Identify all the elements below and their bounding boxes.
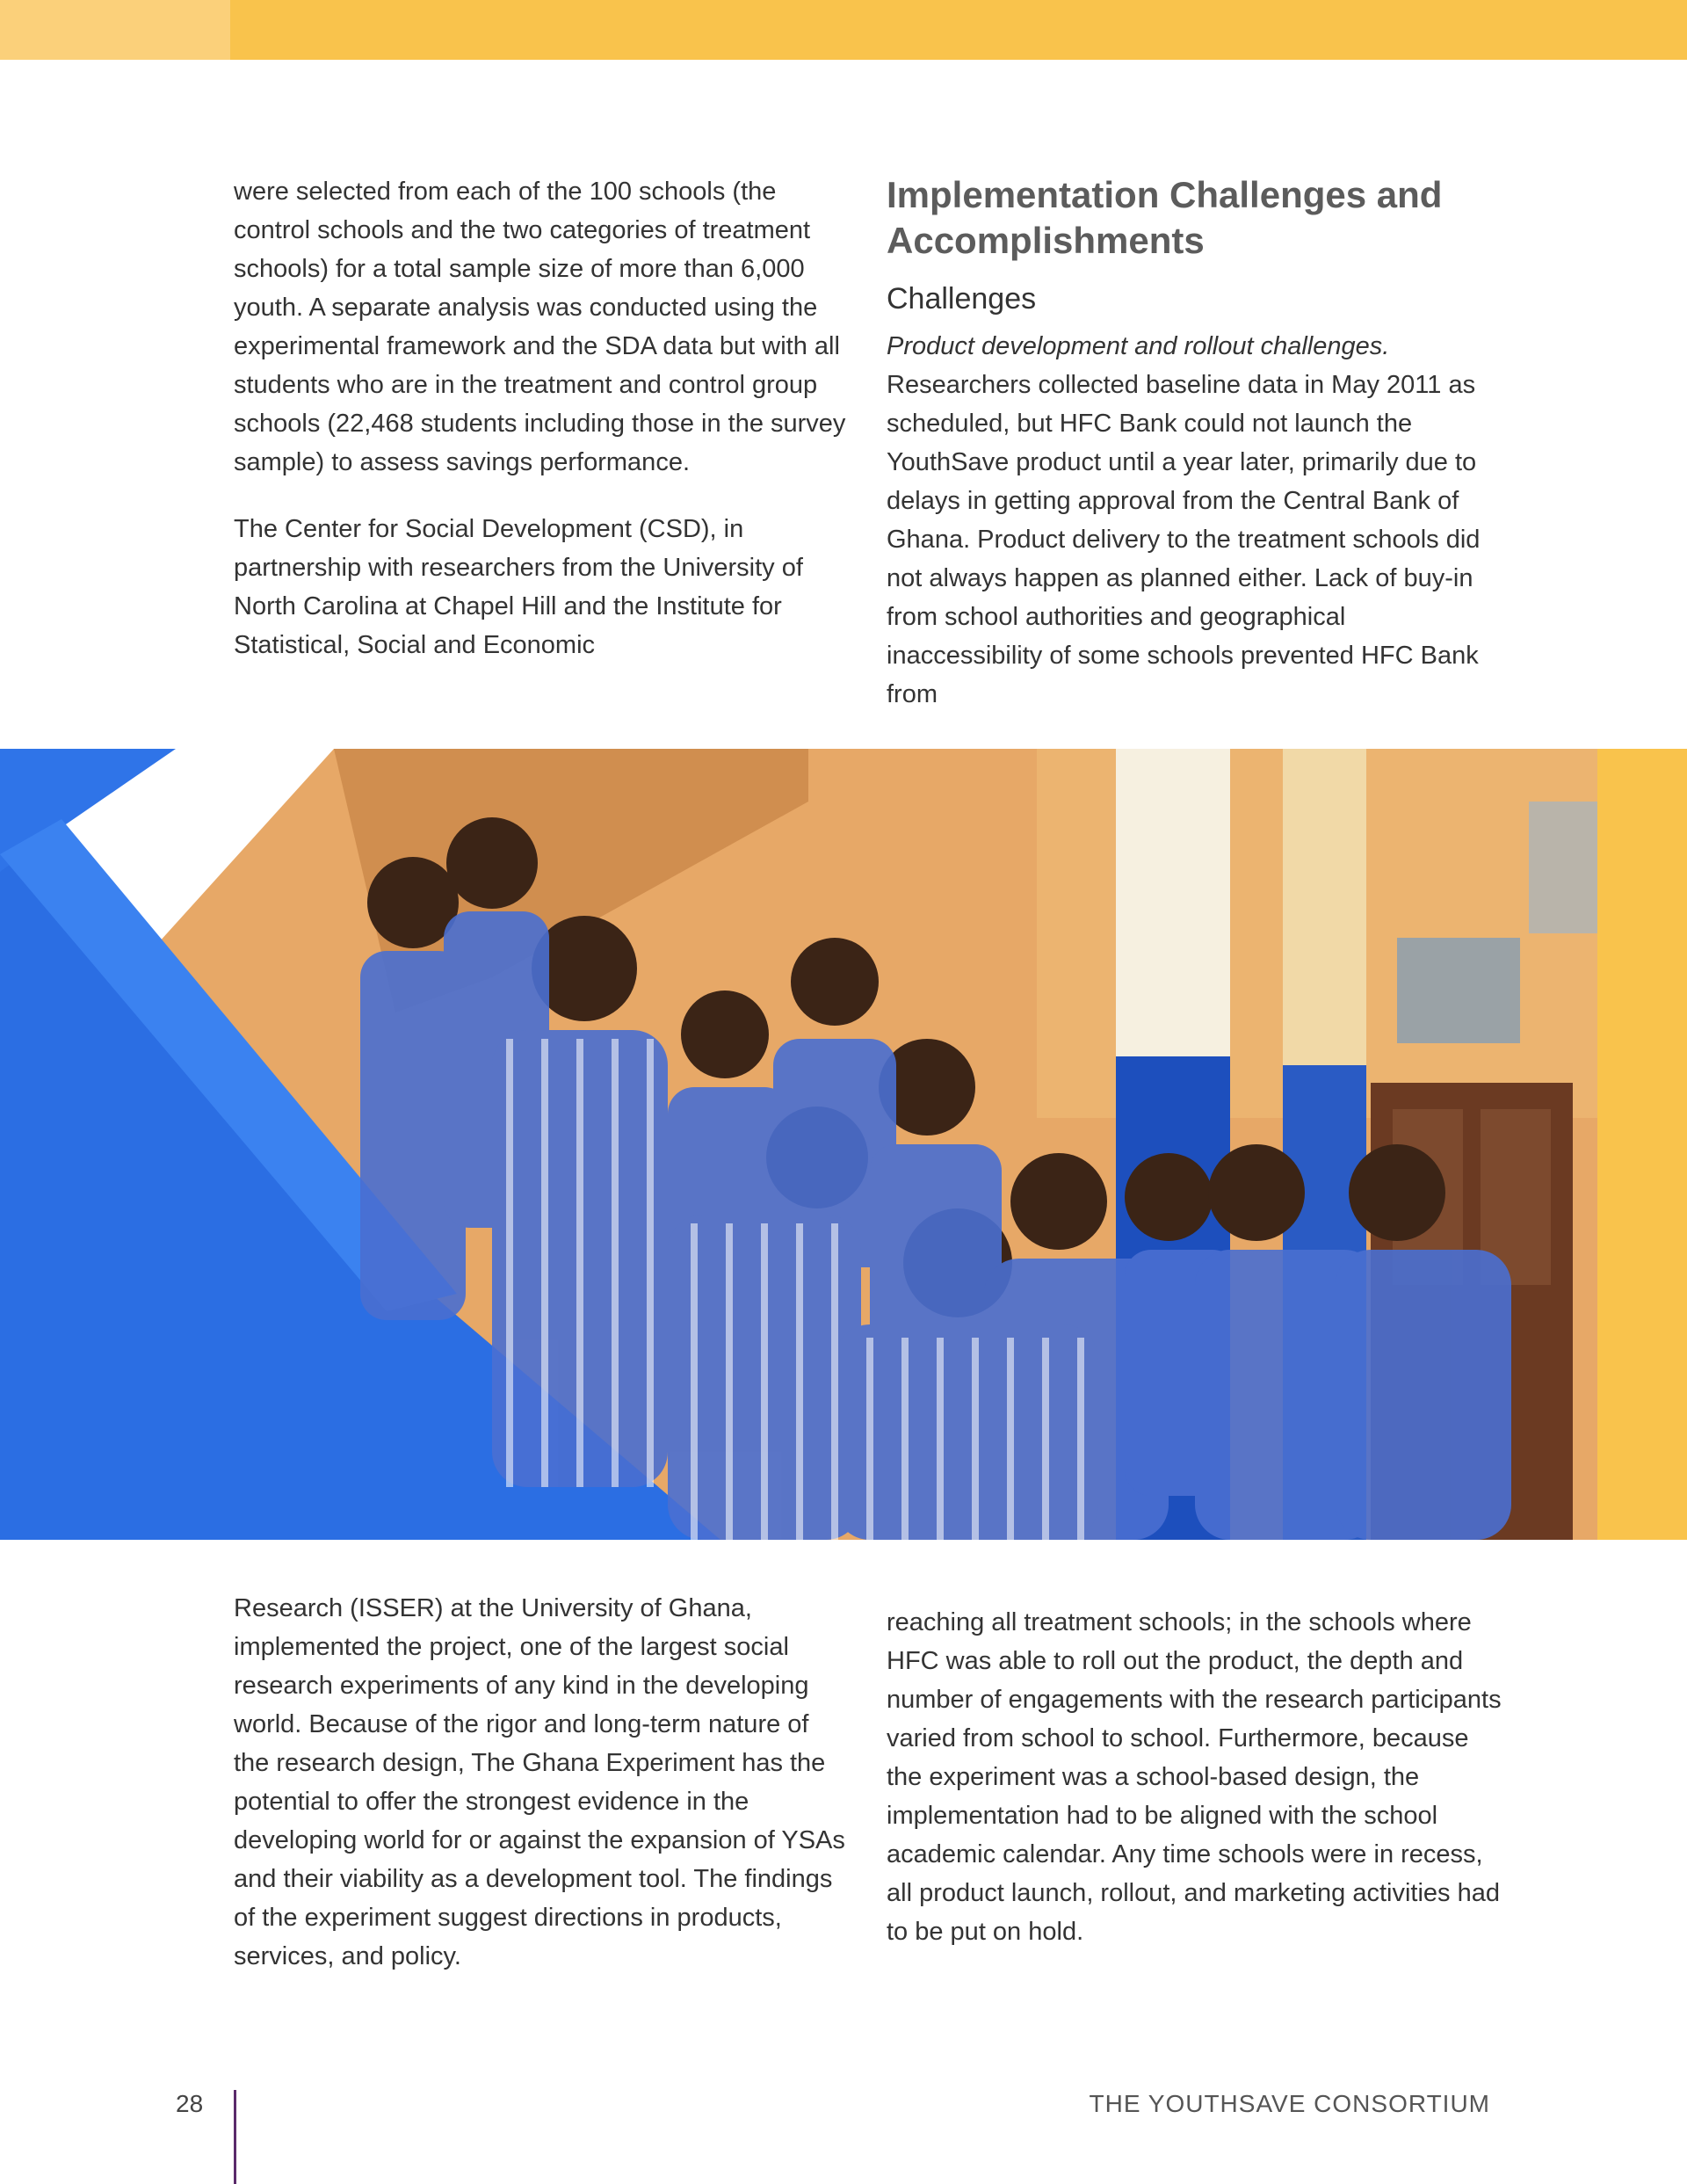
paragraph xyxy=(887,327,1502,714)
photo-students-on-stairs xyxy=(0,749,1597,1540)
page-number: 28 xyxy=(176,2090,204,2117)
right-accent-panel xyxy=(1597,749,1687,1540)
section-heading: Implementation Challenges and Accomplishments xyxy=(887,174,1443,261)
lead-in-italic: Product development and rollout challenges. xyxy=(887,332,1390,360)
publication-title: THE YOUTHSAVE CONSORTIUM xyxy=(1089,2090,1490,2117)
paragraph: Research (ISSER) at the University of Ghana, implemented the project, one of the largest social research experiments of any kind in the developing world. Because of the rigor and long-term nature of the research design, The Ghana Experiment has the potential to offer the strongest evidence in the developing world for or against the expansion of YSAs and their viability as a development tool. The findings of the experiment suggest directions in products, services, and policy. xyxy=(234,1594,845,1970)
left-column-bottom xyxy=(234,1589,849,1976)
left-column-top xyxy=(234,172,849,664)
top-accent-band xyxy=(230,0,1687,60)
footer-divider xyxy=(234,2090,236,2184)
paragraph: reaching all treatment schools; in the schools where HFC was able to roll out the product, the depth and number of engagements with the research participants varied from school to school. Furthermore, because the experiment was a school-based design, the implementation had to be aligned with the school academic calendar. Any time schools were in recess, all product launch, rollout, and marketing activities had to be put on hold. xyxy=(887,1608,1502,1946)
paragraph: were selected from each of the 100 schools (the control schools and the two categories of treatment schools) for a total sample size of more than 6,000 youth. A separate analysis was conducted using the experimental framework and the SDA data but with all students who are in the treatment and control group schools (22,468 students including those in the survey sample) to assess savings performance. xyxy=(234,178,846,476)
section-subheading: Challenges xyxy=(887,282,1037,316)
paragraph-body: Researchers collected baseline data in May 2011 as scheduled, but HFC Bank could not launch the YouthSave product until a year later, primarily due to delays in getting approval from the Central Bank of Ghana. Product delivery to the treatment schools did not always happen as planned either. Lack of buy-in from school authorities and geographical inaccessibility of some schools prevented HFC Bank from xyxy=(887,371,1481,708)
right-column-bottom xyxy=(887,1603,1502,1951)
photo-illustration xyxy=(0,749,1597,1540)
paragraph: The Center for Social Development (CSD), in partnership with researchers from the University of North Carolina at Chapel Hill and the Institute for Statistical, Social and Economic xyxy=(234,515,803,659)
right-column-top xyxy=(887,327,1502,714)
top-accent-band-light xyxy=(0,0,230,60)
